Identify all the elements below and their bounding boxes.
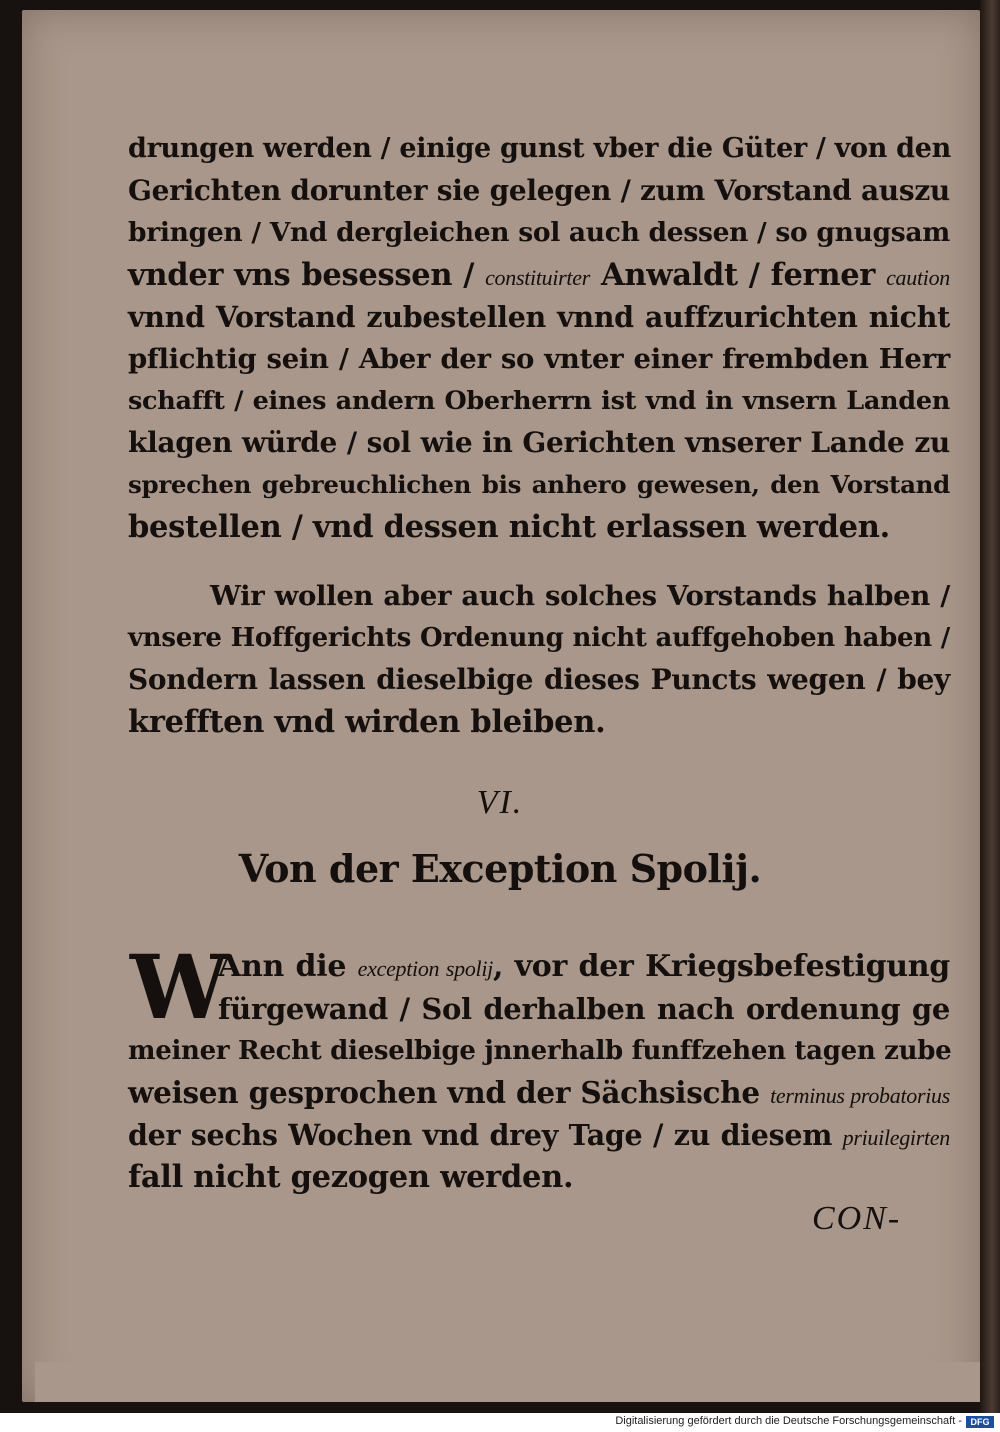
text-line: bestellen / vnd dessen nicht erlassen werden.: [128, 509, 890, 545]
text-segment: weisen gesprochen vnd der Sächsische: [128, 1075, 760, 1110]
text-line: [128, 254, 950, 296]
paragraph-exception: [128, 935, 952, 1198]
footer-bar: [0, 1413, 1000, 1432]
text-segment: Ann die: [218, 949, 347, 984]
text-line: krefften vnd wirden bleiben.: [128, 704, 606, 740]
latin-term: caution: [886, 265, 950, 290]
text-line: Gerichten dorunter sie gelegen / zum Vorstand auszu: [128, 174, 950, 207]
text-line: vnsere Hoffgerichts Ordenung nicht auffgehoben haben /: [128, 623, 950, 653]
funding-credit: Digitalisierung gefördert durch die Deutsche Forschungsgemeinschaft -: [615, 1415, 962, 1427]
text-segment: der sechs Wochen vnd drey Tage / zu diesem: [128, 1118, 833, 1152]
text-line: [128, 946, 950, 988]
latin-term: terminus probatorius: [770, 1083, 950, 1108]
text-line: meiner Recht dieselbige jnnerhalb funffzehen tagen zube: [128, 1036, 952, 1066]
decorative-initial: W: [130, 935, 229, 1039]
text-segment: , vor der Kriegsbefestigung: [492, 949, 950, 984]
text-segment: vnder vns besessen /: [128, 257, 475, 293]
paragraph-hoffgerichts: [128, 575, 950, 743]
text-line: klagen würde / sol wie in Gerichten vnserer Lande zu: [128, 426, 950, 459]
text-line: sprechen gebreuchlichen bis anhero gewesen, den Vorstand: [128, 470, 950, 499]
book-edge-strip: [980, 0, 1000, 1413]
text-line: drungen werden / einige gunst vber die Güter / von den: [128, 133, 951, 164]
latin-term: constituirter: [485, 265, 590, 290]
latin-term: exception spolij: [357, 956, 493, 981]
text-line: vnnd Vorstand zubestellen vnnd auffzurichten nicht: [128, 300, 950, 334]
text-line: [128, 1072, 950, 1114]
text-line: fürgewand / Sol derhalben nach ordenung ge: [218, 992, 950, 1026]
catchword: CON-: [812, 1200, 902, 1237]
text-line: [128, 1114, 950, 1156]
paragraph-vorstand: [128, 128, 950, 548]
text-line: bringen / Vnd dergleichen sol auch dessen / so gnugsam: [128, 217, 950, 248]
text-segment: Anwaldt / ferner: [601, 257, 876, 293]
text-line: Sondern lassen dieselbige dieses Puncts wegen / bey: [128, 663, 950, 696]
text-line: Wir wollen aber auch solches Vorstands halben /: [210, 580, 950, 612]
page-bottom-edge: [35, 1362, 980, 1402]
text-line: fall nicht gezogen werden.: [128, 1159, 574, 1195]
section-number: VI.: [476, 784, 524, 821]
dfg-logo: DFG: [966, 1416, 994, 1428]
text-line: schafft / eines andern Oberherrn ist vnd in vnsern Landen: [128, 386, 950, 416]
text-line: pflichtig sein / Aber der so vnter einer frembden Herr: [128, 343, 950, 375]
latin-term: priuilegirten: [842, 1125, 950, 1150]
section-heading: Von der Exception Spolij.: [238, 846, 762, 891]
